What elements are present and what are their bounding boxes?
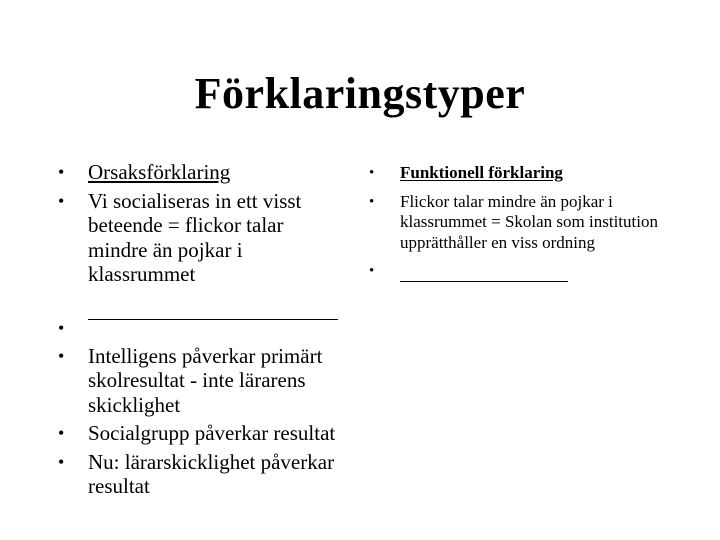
fill-in-blank-line xyxy=(88,319,338,320)
bullet-icon: • xyxy=(58,451,65,472)
bullet-icon: • xyxy=(58,162,65,182)
left-list-item xyxy=(58,421,348,446)
left-item-text: Intelligens påverkar primärt skolresultat - inte lärarens skicklighet xyxy=(88,343,323,417)
slide-title: Förklaringstyper xyxy=(194,69,526,118)
bullet-icon: • xyxy=(369,193,375,210)
bullet-icon: • xyxy=(369,263,375,279)
left-item-text: Vi socialiseras in ett visst beteende = flickor talar mindre än pojkar i klassrummet xyxy=(88,188,302,286)
left-item-text: Socialgrupp påverkar resultat xyxy=(88,421,336,445)
left-bullet-list xyxy=(58,160,348,503)
left-list-item xyxy=(58,344,348,418)
fill-in-blank-line xyxy=(400,281,568,282)
bullet-icon: • xyxy=(369,165,375,181)
left-blank-item xyxy=(58,291,348,340)
right-column-heading: Funktionell förklaring xyxy=(400,163,563,182)
left-item-text: Nu: lärarskicklighet påverkar resultat xyxy=(88,449,335,498)
left-heading-item xyxy=(58,160,348,185)
bullet-icon: • xyxy=(58,423,65,443)
bullet-icon: • xyxy=(58,317,65,338)
right-heading-item xyxy=(369,163,669,184)
left-column-heading: Orsaksförklaring xyxy=(88,160,231,184)
left-list-item xyxy=(58,189,348,287)
right-bullet-list xyxy=(369,163,669,293)
right-item-text: Flickor talar mindre än pojkar i klassrummet = Skolan som institution upprätthåller en viss ordning xyxy=(400,191,658,252)
right-list-item xyxy=(369,192,669,254)
right-blank-item xyxy=(369,261,669,285)
bullet-icon: • xyxy=(58,190,65,211)
bullet-icon: • xyxy=(58,345,65,366)
left-list-item xyxy=(58,450,348,499)
